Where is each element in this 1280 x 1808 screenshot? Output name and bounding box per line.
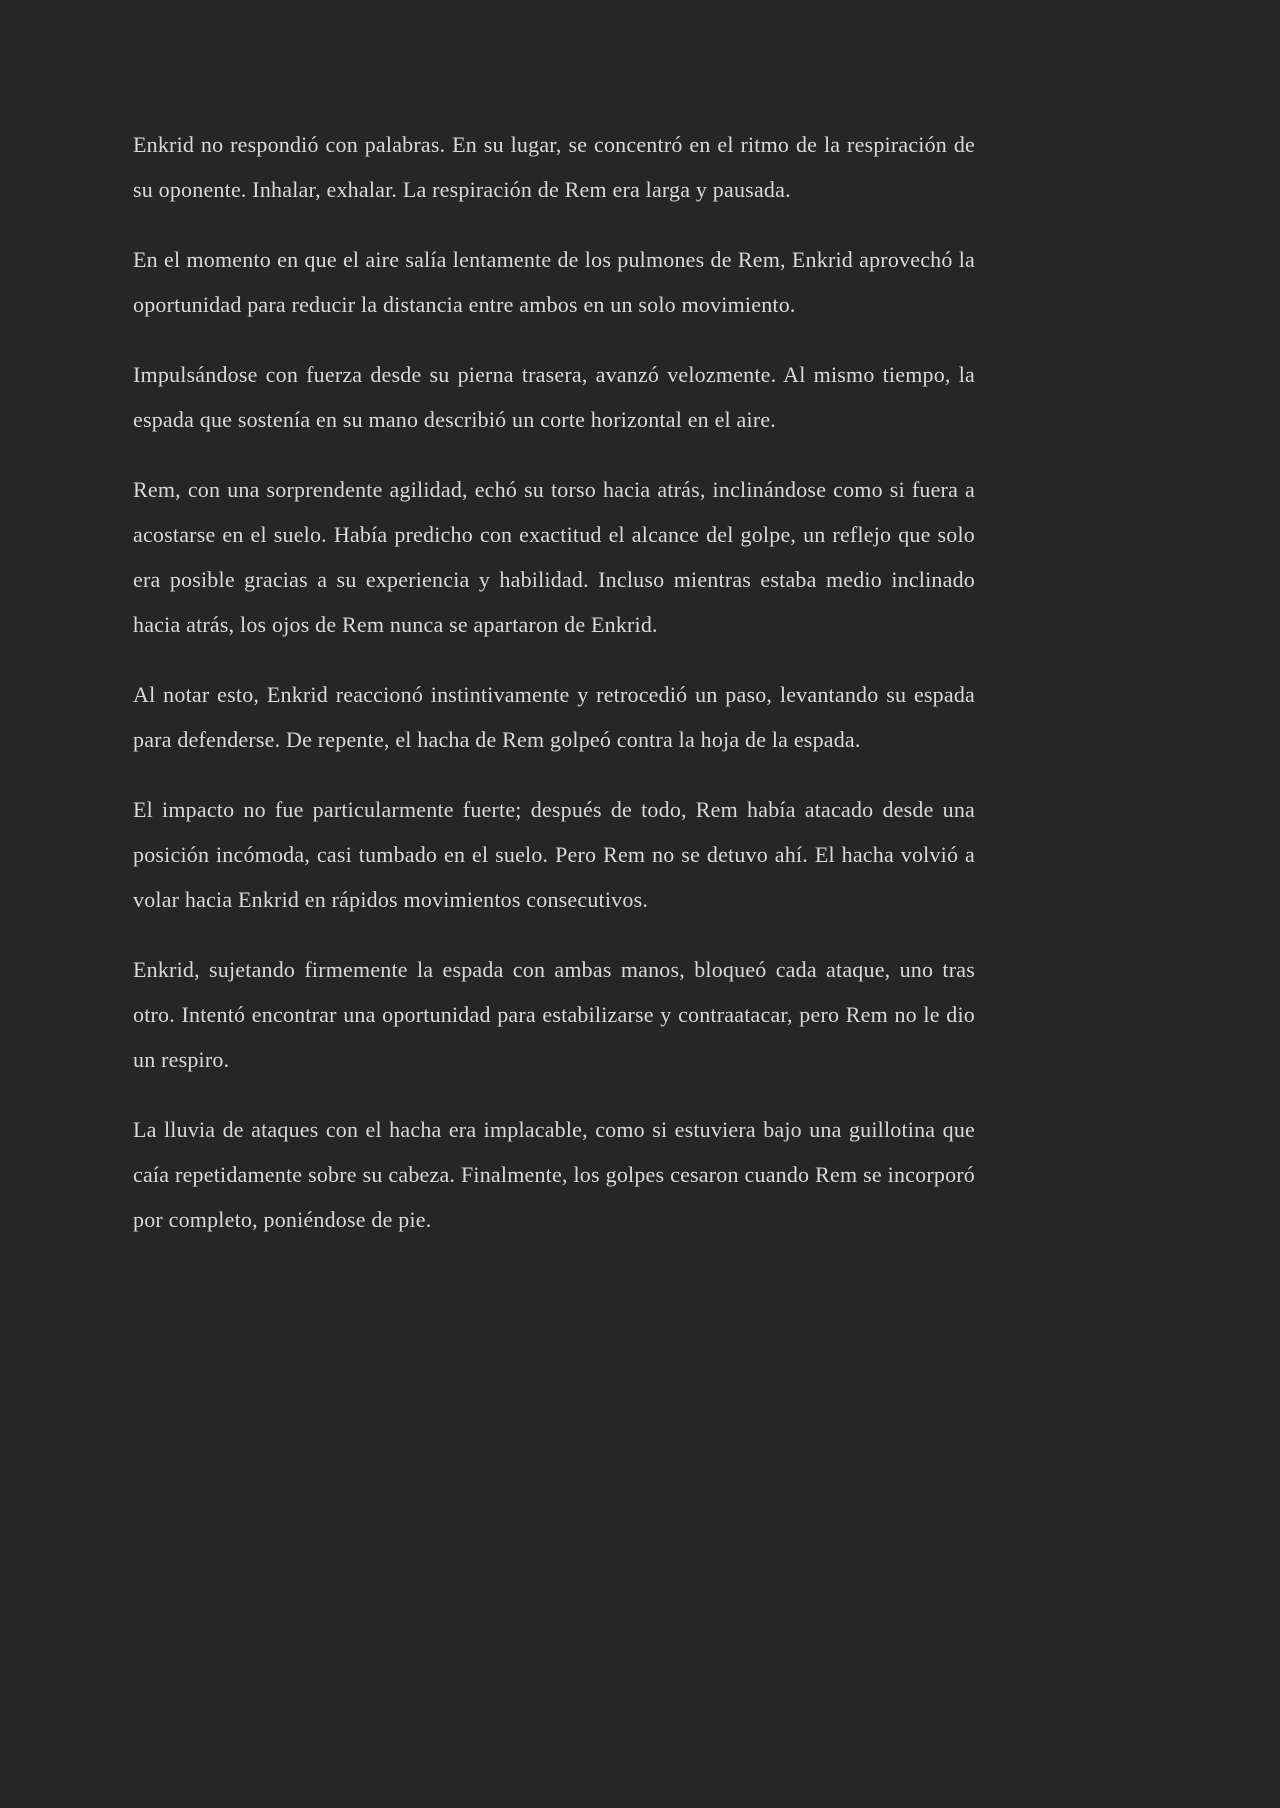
paragraph: Enkrid, sujetando firmemente la espada con ambas manos, bloqueó cada ataque, uno tras otro. Intentó encontrar una oportunidad para estabilizarse y contraatacar, pero Rem no le dio un respiro. [133, 957, 975, 1072]
paragraph: Impulsándose con fuerza desde su pierna trasera, avanzó velozmente. Al mismo tiempo, la espada que sostenía en su mano describió un corte horizontal en el aire. [133, 362, 975, 432]
paragraph: En el momento en que el aire salía lentamente de los pulmones de Rem, Enkrid aprovechó la oportunidad para reducir la distancia entre ambos en un solo movimiento. [133, 247, 975, 317]
paragraph: Rem, con una sorprendente agilidad, echó su torso hacia atrás, inclinándose como si fuera a acostarse en el suelo. Había predicho con exactitud el alcance del golpe, un reflejo que solo era posible gracias a su experiencia y habilidad. Incluso mientras estaba medio inclinado hacia atrás, los ojos de Rem nunca se apartaron de Enkrid. [133, 477, 975, 637]
paragraph: Al notar esto, Enkrid reaccionó instintivamente y retrocedió un paso, levantando su espada para defenderse. De repente, el hacha de Rem golpeó contra la hoja de la espada. [133, 682, 975, 752]
paragraph: Enkrid no respondió con palabras. En su lugar, se concentró en el ritmo de la respiración de su oponente. Inhalar, exhalar. La respiración de Rem era larga y pausada. [133, 132, 975, 202]
paragraph: La lluvia de ataques con el hacha era implacable, como si estuviera bajo una guillotina que caía repetidamente sobre su cabeza. Finalmente, los golpes cesaron cuando Rem se incorporó por completo, poniéndose de pie. [133, 1117, 975, 1232]
paragraph: El impacto no fue particularmente fuerte; después de todo, Rem había atacado desde una posición incómoda, casi tumbado en el suelo. Pero Rem no se detuvo ahí. El hacha volvió a volar hacia Enkrid en rápidos movimientos consecutivos. [133, 797, 975, 912]
